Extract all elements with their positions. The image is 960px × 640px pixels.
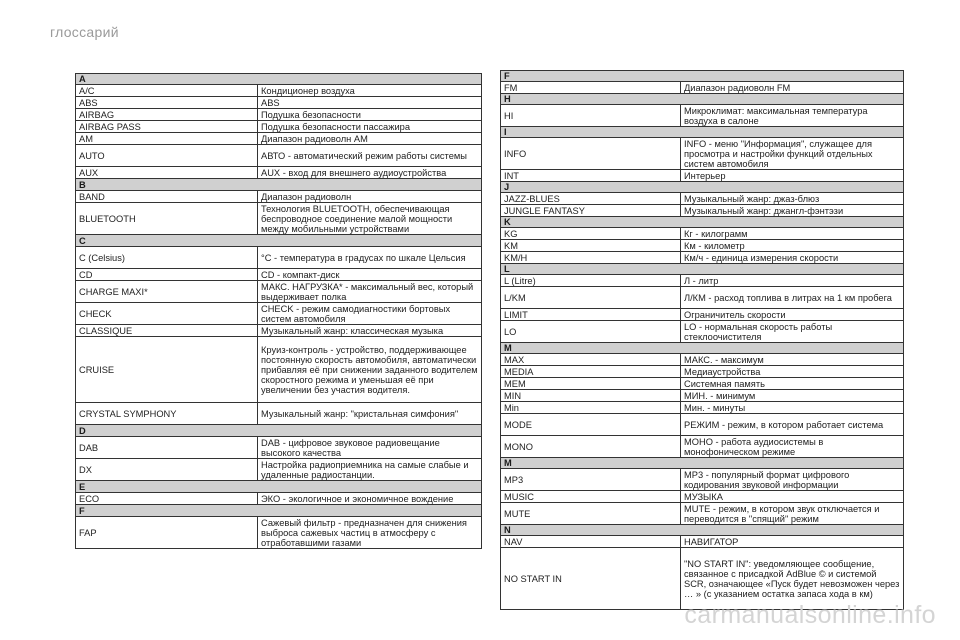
glossary-term: INFO [501,138,681,170]
glossary-row [501,240,904,252]
glossary-row [501,402,904,414]
glossary-definition: Технология BLUETOOTH, обеспечивающая беспроводное соединение малой мощности между мобильными устройствами [258,203,482,235]
glossary-row [76,121,482,133]
glossary-definition: МАКС. НАГРУЗКА* - максимальный вес, который выдерживает полка [258,281,482,303]
glossary-definition: МОНО - работа аудиосистемы в монофоническом режиме [681,436,904,458]
glossary-definition: Настройка радиоприемника на самые слабые и удаленные радиостанции. [258,459,482,481]
glossary-definition: °C - температура в градусах по шкале Цельсия [258,247,482,269]
glossary-row [501,228,904,240]
glossary-table-right [500,70,904,610]
glossary-definition: Л/КМ - расход топлива в литрах на 1 км пробега [681,287,904,309]
glossary-row [501,252,904,264]
glossary-term: ABS [76,97,258,109]
glossary-term: CRUISE [76,337,258,403]
glossary-definition: Сажевый фильтр - предназначен для снижения выброса сажевых частиц в атмосферу с отработавшими газами [258,517,482,549]
glossary-term: C (Celsius) [76,247,258,269]
letter-header: M [501,343,904,354]
glossary-term: MODE [501,414,681,436]
glossary-definition: Музыкальный жанр: классическая музыка [258,325,482,337]
glossary-definition: INFO - меню "Информация", служащее для просмотра и настройки функций отдельных систем автомобиля [681,138,904,170]
glossary-term: L (Litre) [501,275,681,287]
glossary-term: A/C [76,85,258,97]
glossary-row [501,170,904,182]
glossary-term: MEM [501,378,681,390]
glossary-definition: MUTE - режим, в котором звук отключается и переводится в "спящий" режим [681,503,904,525]
glossary-row [76,145,482,167]
glossary-definition: Музыкальный жанр: джаз-блюз [681,193,904,205]
glossary-term: DAB [76,437,258,459]
glossary-row [501,378,904,390]
letter-header: L [501,264,904,275]
glossary-definition: Музыкальный жанр: джангл-фэнтэзи [681,205,904,217]
letter-header-row [501,182,904,193]
glossary-row [501,390,904,402]
letter-header: E [76,481,482,493]
glossary-row [76,281,482,303]
glossary-row [501,436,904,458]
glossary-term: AIRBAG [76,109,258,121]
glossary-definition: CHECK - режим самодиагностики бортовых систем автомобиля [258,303,482,325]
letter-header-row [76,74,482,85]
glossary-row [501,287,904,309]
glossary-definition: Музыкальный жанр: "кристальная симфония" [258,403,482,425]
glossary-row [76,517,482,549]
glossary-row [76,203,482,235]
glossary-row [76,269,482,281]
letter-header: B [76,179,482,191]
glossary-term: L/KM [501,287,681,309]
glossary-definition: MP3 - популярный формат цифрового кодирования звуковой информации [681,469,904,491]
glossary-row [501,105,904,127]
glossary-term: KM/H [501,252,681,264]
letter-header: M [501,458,904,469]
letter-header: F [76,505,482,517]
glossary-term: LIMIT [501,309,681,321]
glossary-definition: CD - компакт-диск [258,269,482,281]
glossary-term: MAX [501,354,681,366]
glossary-term: AIRBAG PASS [76,121,258,133]
glossary-row [76,191,482,203]
glossary-definition: МАКС. - максимум [681,354,904,366]
letter-header-row [501,94,904,105]
glossary-term: JUNGLE FANTASY [501,205,681,217]
glossary-definition: ABS [258,97,482,109]
glossary-definition: Км/ч - единица измерения скорости [681,252,904,264]
glossary-row [76,97,482,109]
glossary-term: KM [501,240,681,252]
glossary-row [76,325,482,337]
glossary-definition: Диапазон радиоволн [258,191,482,203]
glossary-term: JAZZ-BLUES [501,193,681,205]
glossary-term: BLUETOOTH [76,203,258,235]
glossary-row [76,493,482,505]
glossary-definition: Подушка безопасности пассажира [258,121,482,133]
glossary-definition: МИН. - минимум [681,390,904,402]
glossary-row [76,85,482,97]
letter-header-row [76,235,482,247]
letter-header: K [501,217,904,228]
glossary-row [501,536,904,548]
glossary-row [76,247,482,269]
glossary-term: MP3 [501,469,681,491]
glossary-definition: Диапазон радиоволн FM [681,82,904,94]
glossary-term: NO START IN [501,548,681,610]
glossary-term: MONO [501,436,681,458]
glossary-term: BAND [76,191,258,203]
page-title: глоссарий [50,24,119,40]
glossary-definition: Л - литр [681,275,904,287]
glossary-row [501,414,904,436]
letter-header: A [76,74,482,85]
letter-header-row [501,217,904,228]
glossary-definition: LO - нормальная скорость работы стеклоочистителя [681,321,904,343]
glossary-definition: Медиаустройства [681,366,904,378]
glossary-row [501,354,904,366]
letter-header-row [76,481,482,493]
glossary-term: AUTO [76,145,258,167]
glossary-row [501,138,904,170]
glossary-definition: Ограничитель скорости [681,309,904,321]
letter-header-row [501,343,904,354]
glossary-definition: ЭКО - экологичное и экономичное вождение [258,493,482,505]
glossary-definition: Микроклимат: максимальная температура воздуха в салоне [681,105,904,127]
letter-header: D [76,425,482,437]
glossary-definition: НАВИГАТОР [681,536,904,548]
glossary-term: MIN [501,390,681,402]
glossary-term: CRYSTAL SYMPHONY [76,403,258,425]
glossary-row [76,337,482,403]
glossary-row [76,167,482,179]
glossary-term: CHECK [76,303,258,325]
glossary-row [501,366,904,378]
watermark-text: carmanualsonline.info [684,601,936,629]
letter-header: N [501,525,904,536]
glossary-row [501,309,904,321]
glossary-definition: РЕЖИМ - режим, в котором работает система [681,414,904,436]
glossary-definition: AUX - вход для внешнего аудиоустройства [258,167,482,179]
glossary-definition: Круиз-контроль - устройство, поддерживающее постоянную скорость автомобиля, автоматически прибавляя её при снижении заданного водителем скоростного режима и уменьшая её при увеличении без участия водителя. [258,337,482,403]
glossary-row [501,491,904,503]
glossary-row [501,275,904,287]
glossary-term: FM [501,82,681,94]
glossary-definition: Кг - килограмм [681,228,904,240]
letter-header-row [501,525,904,536]
letter-header-row [501,71,904,82]
glossary-row [76,109,482,121]
glossary-term: Min [501,402,681,414]
letter-header: J [501,182,904,193]
letter-header-row [501,458,904,469]
glossary-definition: Мин. - минуты [681,402,904,414]
glossary-term: KG [501,228,681,240]
glossary-definition: Системная память [681,378,904,390]
glossary-definition: Интерьер [681,170,904,182]
letter-header-row [501,264,904,275]
glossary-term: CLASSIQUE [76,325,258,337]
letter-header: H [501,94,904,105]
glossary-row [76,133,482,145]
letter-header-row [76,505,482,517]
glossary-term: LO [501,321,681,343]
glossary-term: FAP [76,517,258,549]
glossary-row [501,193,904,205]
letter-header-row [76,425,482,437]
glossary-term: HI [501,105,681,127]
letter-header-row [501,127,904,138]
glossary-row [501,503,904,525]
glossary-row [76,403,482,425]
letter-header-row [76,179,482,191]
glossary-term: AM [76,133,258,145]
glossary-row [76,459,482,481]
glossary-definition: Кондиционер воздуха [258,85,482,97]
glossary-definition: Подушка безопасности [258,109,482,121]
glossary-term: MEDIA [501,366,681,378]
glossary-row [501,82,904,94]
glossary-row [76,437,482,459]
glossary-term: AUX [76,167,258,179]
glossary-row [501,469,904,491]
glossary-definition: DAB - цифровое звуковое радиовещание высокого качества [258,437,482,459]
glossary-term: DX [76,459,258,481]
glossary-term: NAV [501,536,681,548]
glossary-term: MUSIC [501,491,681,503]
glossary-definition: "NO START IN": уведомляющее сообщение, связанное с присадкой AdBlue © и системой SCR, означающее «Пуск будет невозможен через … » (с указанием остатка запаса хода в км) [681,548,904,610]
glossary-term: MUTE [501,503,681,525]
letter-header: F [501,71,904,82]
glossary-table-left [75,73,482,549]
glossary-definition: АВТО - автоматический режим работы системы [258,145,482,167]
glossary-row [501,321,904,343]
glossary-term: INT [501,170,681,182]
glossary-term: CD [76,269,258,281]
glossary-definition: Диапазон радиоволн AM [258,133,482,145]
glossary-definition: Км - километр [681,240,904,252]
glossary-row [501,205,904,217]
glossary-row [76,303,482,325]
letter-header: C [76,235,482,247]
glossary-term: CHARGE MAXI* [76,281,258,303]
glossary-definition: МУЗЫКА [681,491,904,503]
letter-header: I [501,127,904,138]
glossary-term: ECO [76,493,258,505]
